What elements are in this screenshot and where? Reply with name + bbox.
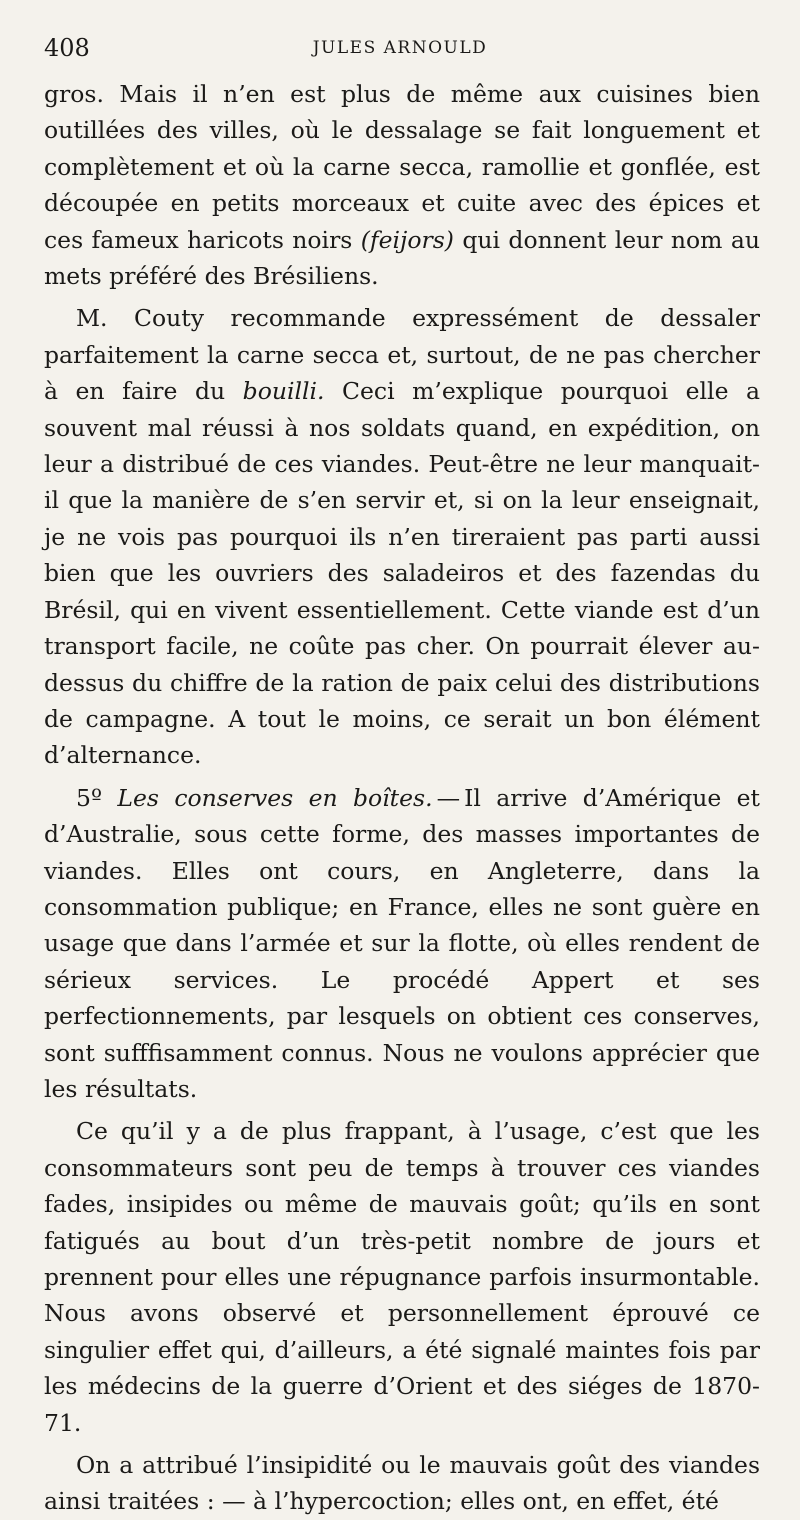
- running-head: JULES ARNOULD: [312, 38, 488, 58]
- paragraph-3: [44, 780, 760, 1108]
- section-number: 5º: [76, 783, 103, 812]
- paragraph-2: [44, 300, 760, 773]
- paragraph-2-text-after: Ceci m’explique pourquoi elle a souvent mal réussi à nos soldats quand, en expédition, on leur a distribué de ces viandes. Peut-être ne leur manquait-il que la manière de s’en servir et, si on la leur enseignait, je ne vois pas pourquoi ils n’en tireraient pas parti aussi bien que les ouvriers des saladeiros et des fazendas du Brésil, qui en vivent essentiellement. Cette viande est d’un transport facile, ne coûte pas cher. On pourrait élever au-dessus du chiffre de la ration de paix celui des distributions de campagne. A tout le moins, ce serait un bon élément d’alternance.: [44, 377, 760, 770]
- paragraph-4: [44, 1113, 760, 1441]
- page-header: [44, 32, 756, 68]
- section-dash: —: [436, 783, 461, 812]
- paragraph-3-text: Il arrive d’Amérique et d’Australie, sous cette forme, des masses importantes de viandes. Elles ont cours, en Angleterre, dans la consommation publique; en France, elles ne sont guère en usage que dans l’armée et sur la flotte, où elles rendent de sérieux services. Le procédé Appert et ses perfectionnements, par lesquels on obtient ces conserves, sont sufffisamment connus. Nous ne voulons apprécier que les résultats.: [44, 783, 760, 1103]
- paragraph-1-italic: (feijors): [360, 225, 454, 254]
- paragraph-5: [44, 1447, 760, 1520]
- paragraph-2-text-before: M. Couty recommande expressément de dessaler parfaitement la carne secca et, surtout, de ne pas chercher à en faire du: [44, 304, 760, 406]
- paragraph-5-text: On a attribué l’insipidité ou le mauvais goût des viandes ainsi traitées : — à l’hypercoction; elles ont, en effet, été: [44, 1451, 760, 1516]
- section-heading: Les conserves en boîtes.: [117, 783, 433, 812]
- body-text: [44, 76, 760, 1520]
- paragraph-4-text: Ce qu’il y a de plus frappant, à l’usage, c’est que les consommateurs sont peu de temps à trouver ces viandes fades, insipides ou même de mauvais goût; qu’ils en sont fatigués au bout d’un très-petit nombre de jours et prennent pour elles une répugnance parfois insurmontable. Nous avons observé et personnellement éprouvé ce singulier effet qui, d’ailleurs, a été signalé maintes fois par les médecins de la guerre d’Orient et des siéges de 1870-71.: [44, 1117, 760, 1437]
- paragraph-1-text: gros. Mais il n’en est plus de même aux cuisines bien outillées des villes, où le dessalage se fait longuement et complètement et où la carne secca, ramollie et gonflée, est découpée en petits morceaux et cuite avec des épices et ces fameux haricots noirs: [44, 80, 760, 254]
- paragraph-1: [44, 76, 760, 294]
- paragraph-2-italic: bouilli.: [242, 377, 325, 406]
- paragraph-1-text-after: qui donnent leur nom au mets préféré des Brésiliens.: [44, 225, 760, 291]
- page-number: 408: [44, 34, 90, 62]
